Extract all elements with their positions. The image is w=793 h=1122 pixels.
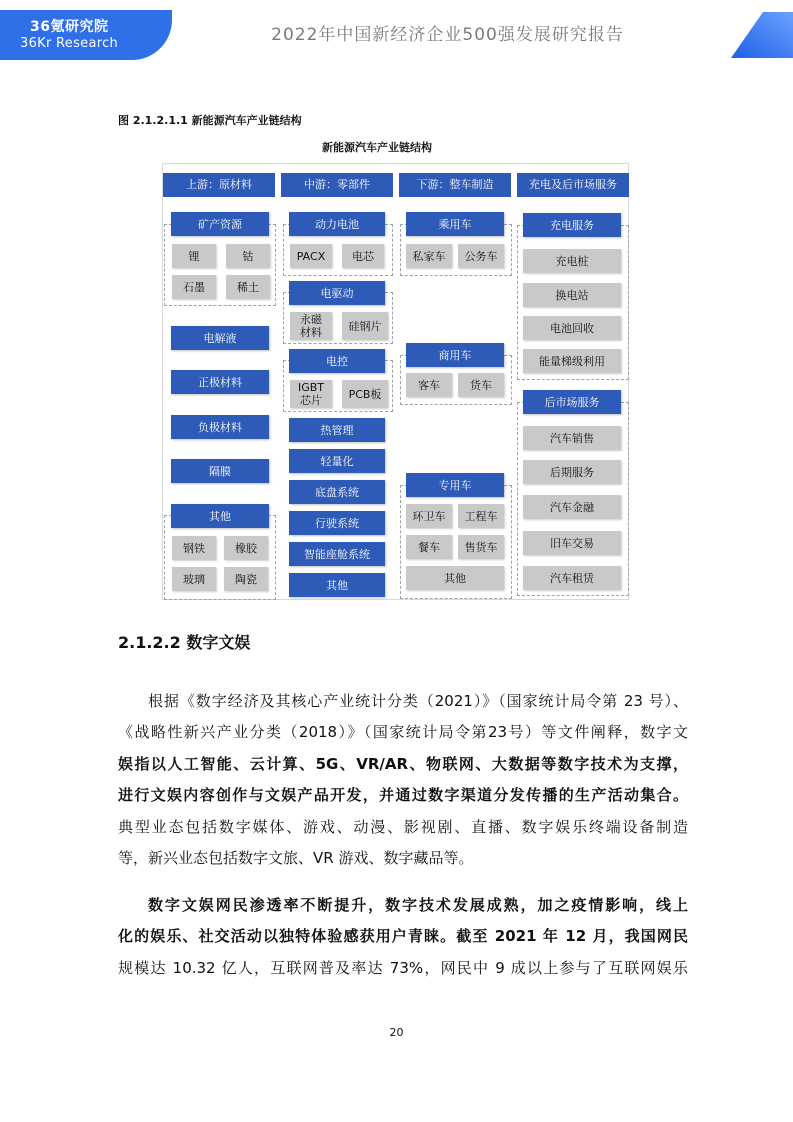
item-cockpit: 智能座舱系统 bbox=[289, 542, 385, 566]
paragraph-line: 规模达 10.32 亿人，互联网普及率达 73%，网民中 9 成以上参与了互联网娱乐 bbox=[118, 959, 688, 977]
item-car-sales: 汽车销售 bbox=[523, 426, 621, 450]
group-label-special: 专用车 bbox=[406, 473, 504, 497]
group-label-control: 电控 bbox=[289, 349, 385, 373]
item-thermal: 热管理 bbox=[289, 418, 385, 442]
item-official-car: 公务车 bbox=[458, 244, 504, 268]
item-igbt: IGBT 芯片 bbox=[290, 380, 332, 408]
item-driving: 行驶系统 bbox=[289, 511, 385, 535]
group-label-mining: 矿产资源 bbox=[171, 212, 269, 236]
item-food-truck: 餐车 bbox=[406, 535, 452, 559]
paragraph-line: 数字文娱网民渗透率不断提升，数字技术发展成熟，加之疫情影响，线上 bbox=[148, 896, 688, 914]
item-rare-earth: 稀土 bbox=[226, 275, 270, 299]
diagram-title: 新能源汽车产业链结构 bbox=[322, 141, 432, 154]
item-permanent-magnet: 永磁 材料 bbox=[290, 312, 332, 340]
item-engineering: 工程车 bbox=[458, 504, 504, 528]
paragraph-line: 进行文娱内容创作与文娱产品开发，并通过数字渠道分发传播的生产活动集合。 bbox=[118, 786, 688, 804]
item-anode: 负极材料 bbox=[171, 415, 269, 439]
item-after-service: 后期服务 bbox=[523, 460, 621, 484]
item-steel: 钢铁 bbox=[172, 536, 216, 560]
item-vending-truck: 售货车 bbox=[458, 535, 504, 559]
item-bus: 客车 bbox=[406, 373, 452, 397]
item-glass: 玻璃 bbox=[172, 567, 216, 591]
item-car-rental: 汽车租赁 bbox=[523, 566, 621, 590]
logo bbox=[0, 10, 172, 60]
group-label-aftermarket: 后市场服务 bbox=[523, 390, 621, 414]
header-title: 2022年中国新经济企业500强发展研究报告 bbox=[271, 25, 624, 45]
section-heading: 2.1.2.2 数字文娱 bbox=[118, 633, 251, 652]
item-used-car: 旧车交易 bbox=[523, 531, 621, 555]
column-header-upstream: 上游：原材料 bbox=[163, 173, 275, 197]
paragraph-line: 根据《数字经济及其核心产业统计分类（2021）》（国家统计局令第 23 号）、 bbox=[148, 692, 688, 710]
group-label-commercial: 商用车 bbox=[406, 343, 504, 367]
paragraph-line: 娱指以人工智能、云计算、5G、VR/AR、物联网、大数据等数字技术为支撑， bbox=[118, 755, 688, 773]
item-rubber: 橡胶 bbox=[224, 536, 268, 560]
item-battery-recycling: 电池回收 bbox=[523, 316, 621, 340]
item-cell: 电芯 bbox=[342, 244, 384, 268]
column-header-downstream: 下游：整车制造 bbox=[399, 173, 511, 197]
item-pacx: PACX bbox=[290, 244, 332, 268]
item-car-finance: 汽车金融 bbox=[523, 495, 621, 519]
item-cascade-utilization: 能量梯级利用 bbox=[523, 349, 621, 373]
item-pcb: PCB板 bbox=[342, 380, 388, 408]
column-header-midstream: 中游：零部件 bbox=[281, 173, 393, 197]
group-label-battery: 动力电池 bbox=[289, 212, 385, 236]
group-label-upstream-other: 其他 bbox=[171, 504, 269, 528]
paragraph-line: 典型业态包括数字媒体、游戏、动漫、影视剧、直播、数字娱乐终端设备制造 bbox=[118, 818, 688, 836]
item-separator: 隔膜 bbox=[171, 459, 269, 483]
group-label-charging: 充电服务 bbox=[523, 213, 621, 237]
item-truck: 货车 bbox=[458, 373, 504, 397]
item-lithium: 锂 bbox=[172, 244, 216, 268]
header-decoration bbox=[723, 12, 793, 58]
item-sanitation: 环卫车 bbox=[406, 504, 452, 528]
paragraph-line: 《战略性新兴产业分类（2018）》（国家统计局令第23号）等文件阐释，数字文 bbox=[118, 723, 688, 741]
figure-caption: 图 2.1.2.1.1 新能源汽车产业链结构 bbox=[118, 114, 302, 127]
item-downstream-other: 其他 bbox=[406, 566, 504, 590]
item-cathode: 正极材料 bbox=[171, 370, 269, 394]
logo-line2: 36Kr Research bbox=[20, 36, 119, 51]
item-electrolyte: 电解液 bbox=[171, 326, 269, 350]
group-label-passenger: 乘用车 bbox=[406, 212, 504, 236]
item-graphite: 石墨 bbox=[172, 275, 216, 299]
page-number: 20 bbox=[389, 1026, 404, 1039]
logo-line1: 36氪研究院 bbox=[30, 19, 109, 35]
item-chassis: 底盘系统 bbox=[289, 480, 385, 504]
item-swap-station: 换电站 bbox=[523, 283, 621, 307]
item-cobalt: 钴 bbox=[226, 244, 270, 268]
item-private-car: 私家车 bbox=[406, 244, 452, 268]
item-ceramics: 陶瓷 bbox=[224, 567, 268, 591]
item-lightweight: 轻量化 bbox=[289, 449, 385, 473]
item-charging-pile: 充电桩 bbox=[523, 249, 621, 273]
column-header-services: 充电及后市场服务 bbox=[517, 173, 629, 197]
group-label-motor: 电驱动 bbox=[289, 281, 385, 305]
paragraph-line: 化的娱乐、社交活动以独特体验感获用户青睐。截至 2021 年 12 月，我国网民 bbox=[118, 927, 688, 945]
item-midstream-other: 其他 bbox=[289, 573, 385, 597]
paragraph-line: 等，新兴业态包括数字文旅、VR 游戏、数字藏品等。 bbox=[118, 849, 474, 867]
item-silicon-steel: 硅钢片 bbox=[342, 312, 388, 340]
